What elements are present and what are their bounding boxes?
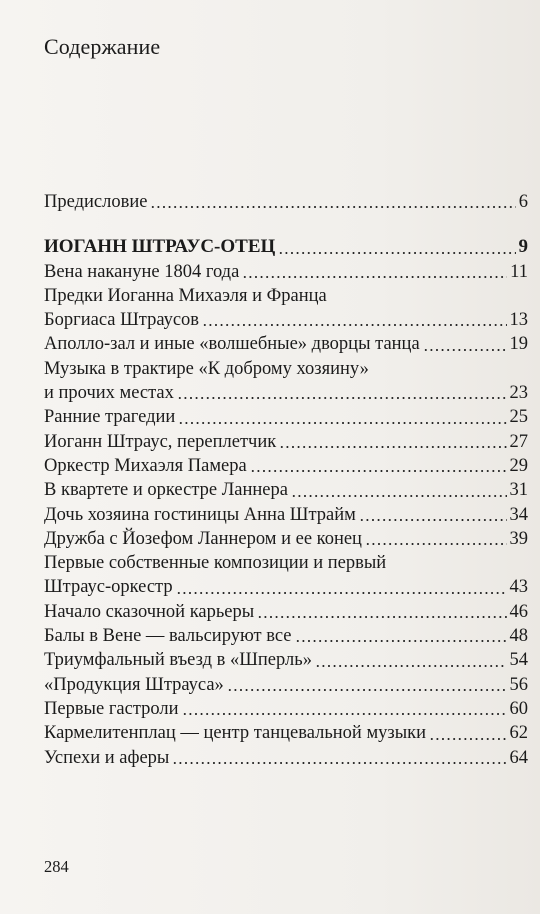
toc-entry-page: 27: [509, 431, 528, 452]
toc-list: [44, 190, 528, 770]
toc-entry-first-line: [44, 357, 528, 381]
toc-entry: [44, 190, 528, 214]
toc-dot-leader: [429, 737, 506, 741]
toc-entry: [44, 454, 528, 478]
toc-entry-page: 11: [510, 261, 528, 282]
toc-entry: [44, 721, 528, 745]
toc-content: [44, 34, 528, 770]
toc-entry-page: 56: [509, 674, 528, 695]
toc-entry-title: Первые гастроли: [44, 698, 179, 719]
toc-entry-page: 23: [509, 383, 528, 404]
toc-entry: [44, 624, 528, 648]
toc-entry: [44, 503, 528, 527]
toc-entry-title: Балы в Вене — вальсируют все: [44, 626, 292, 647]
toc-entry-first-line: [44, 284, 528, 308]
toc-entry-title: Аполло-зал и иные «волшебные» дворцы танца: [44, 334, 420, 355]
toc-entry-title: Первые собственные композиции и первый: [44, 553, 387, 574]
toc-entry-title: ИОГАНН ШТРАУС-ОТЕЦ: [44, 236, 276, 258]
toc-entry-title: Кармелитенплац — центр танцевальной музыки: [44, 723, 427, 744]
toc-entry: [44, 527, 528, 551]
toc-entry-page: 29: [509, 455, 528, 476]
toc-dot-leader: [359, 518, 507, 522]
toc-entry-title: Триумфальный въезд в «Шперль»: [44, 650, 312, 671]
toc-entry-title: Вена накануне 1804 года: [44, 261, 240, 282]
toc-entry-title: «Продукция Штрауса»: [44, 674, 224, 695]
toc-entry-page: 39: [509, 528, 528, 549]
toc-dot-leader: [178, 421, 506, 425]
toc-entry: [44, 697, 528, 721]
toc-dot-leader: [295, 639, 507, 643]
toc-entry-page: 31: [509, 480, 528, 501]
toc-entry-page: 62: [509, 723, 528, 744]
toc-entry-title: Оркестр Михаэля Памера: [44, 455, 247, 476]
toc-dot-leader: [242, 275, 507, 279]
toc-dot-leader: [176, 591, 507, 595]
toc-entry: [44, 600, 528, 624]
toc-dot-leader: [172, 761, 506, 765]
toc-dot-leader: [227, 688, 507, 692]
toc-dot-leader: [315, 664, 507, 668]
toc-entry: [44, 648, 528, 672]
toc-entry: [44, 332, 528, 356]
toc-dot-leader: [257, 615, 506, 619]
toc-dot-leader: [182, 712, 507, 716]
toc-dot-leader: [202, 323, 506, 327]
toc-entry: [44, 478, 528, 502]
toc-entry-title: В квартете и оркестре Ланнера: [44, 480, 288, 501]
toc-entry-title: Дочь хозяина гостиницы Анна Штрайм: [44, 504, 356, 525]
toc-dot-leader: [291, 494, 507, 498]
toc-entry: [44, 405, 528, 429]
toc-entry-page: 64: [509, 747, 528, 768]
toc-entry-page: 13: [509, 310, 528, 331]
toc-dot-leader: [423, 348, 507, 352]
toc-entry-title: Музыка в трактире «К доброму хозяину»: [44, 358, 369, 379]
toc-dot-leader: [278, 251, 515, 255]
toc-entry: [44, 746, 528, 770]
toc-entry-title: Иоганн Штраус, переплетчик: [44, 431, 277, 452]
toc-entry-title-continued: Боргиаса Штраусов: [44, 310, 200, 331]
toc-dot-leader: [177, 396, 507, 400]
page-title: Содержание: [44, 34, 161, 59]
page-number: 284: [44, 857, 69, 876]
toc-entry-title: Успехи и аферы: [44, 747, 170, 768]
toc-entry-title-continued: и прочих местах: [44, 383, 174, 404]
toc-entry: [44, 430, 528, 454]
toc-entry: [44, 381, 528, 405]
toc-entry: [44, 673, 528, 697]
toc-dot-leader: [150, 205, 515, 209]
toc-entry-page: 43: [509, 577, 528, 598]
toc-entry-page: 48: [509, 626, 528, 647]
toc-entry-page: 9: [518, 236, 528, 258]
toc-entry-title: Дружба с Йозефом Ланнером и ее конец: [44, 528, 362, 549]
toc-entry-title: Предисловие: [44, 192, 148, 212]
toc-entry-page: 60: [509, 698, 528, 719]
toc-dot-leader: [279, 445, 506, 449]
toc-entry-title: Предки Иоганна Михаэля и Франца: [44, 285, 327, 306]
toc-entry-title-continued: Штраус-оркестр: [44, 577, 173, 598]
toc-entry-title: Ранние трагедии: [44, 407, 176, 428]
toc-entry: [44, 308, 528, 332]
toc-entry-page: 54: [509, 650, 528, 671]
toc-entry-page: 6: [518, 192, 528, 212]
toc-entry-page: 34: [509, 504, 528, 525]
toc-entry-page: 19: [509, 334, 528, 355]
toc-entry-title: Начало сказочной карьеры: [44, 601, 255, 622]
toc-dot-leader: [365, 542, 507, 546]
toc-entry: [44, 575, 528, 599]
toc-entry: [44, 260, 528, 284]
toc-entry-page: 25: [509, 407, 528, 428]
toc-entry-page: 46: [509, 601, 528, 622]
toc-section-heading: [44, 235, 528, 259]
toc-entry-first-line: [44, 551, 528, 575]
toc-dot-leader: [250, 469, 507, 473]
